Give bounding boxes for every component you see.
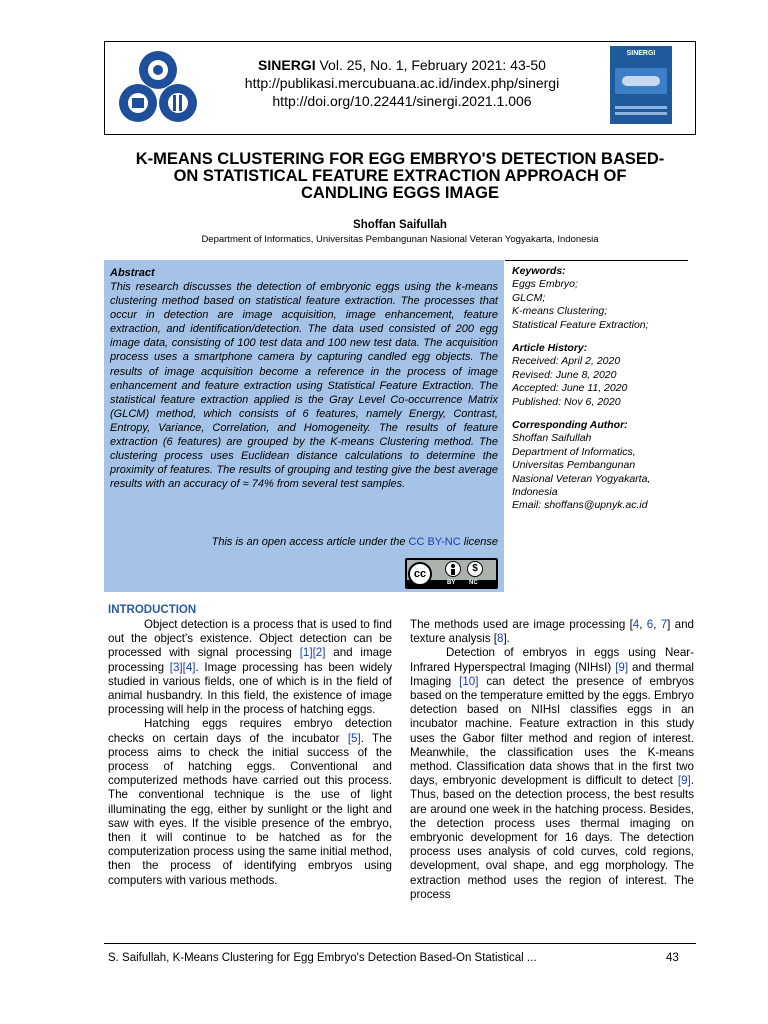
citation-link[interactable]: [2]	[312, 646, 326, 660]
corresponding-author-line: Universitas Pembangunan	[512, 459, 636, 472]
abstract-text: This research discusses the detection of embryonic eggs using the k-means clustering method based on statistical feature extraction. The processes that occur in detection are image acquisition, image enhancement, feature extraction, and identification/detection. The data used consisted of 200 egg image data, consisting of 100 test data and 100 new test data. The acquisition process uses a smartphone camera by capturing candled egg objects. The results of image acquisition become a reference in the process of image enhancement and feature extraction using Statistical Feature Extraction. The statistical feature extraction applied is the Gray Level Co-occurrence Matrix (GLCM) method, which consists of 6 features, namely Energy, Contrast, Entropy, Variance, Correlation, and Homogeneity. The results of feature extraction (6 features) are grouped by the K-means Clustering method. The clustering process uses Euclidean distance calculations to determine the proximity of features. The results of grouping and testing give the best average results with an accuracy of ≈ 74% from several test samples.	[110, 281, 498, 491]
cc-by-nc-badge[interactable]	[405, 558, 498, 589]
abstract-divider	[505, 260, 688, 261]
keyword-item: K-means Clustering;	[512, 305, 608, 318]
introduction-left-column	[108, 618, 392, 888]
history-item: Revised: June 8, 2020	[512, 368, 617, 381]
corresponding-author-line: Indonesia	[512, 486, 558, 499]
journal-issue: Vol. 25, No. 1, February 2021: 43-50	[315, 57, 546, 73]
intro-paragraph-2	[108, 717, 392, 887]
paragraph-text: and thermal Imaging	[410, 660, 694, 688]
cc-icon: cc	[408, 562, 432, 586]
paragraph-text: ].	[503, 632, 510, 646]
article-history-heading: Article History:	[512, 342, 588, 354]
journal-url[interactable]: http://publikasi.mercubuana.ac.id/index.php/sinergi	[244, 75, 560, 91]
journal-logo	[118, 48, 198, 126]
paragraph-text: can detect the presence of embryos based on the temperature emitted by the eggs. Embryo detection based on NIHsI classifies eggs in an incubator machine. Feature extraction in this study uses the Gabor filter method and region of interest. Meanwhile, the classification uses the K-means method. Classification data shows that in the first two days, embryonic development is difficult to detect	[410, 674, 695, 788]
citation-link[interactable]: [10]	[459, 674, 479, 688]
keyword-item: GLCM;	[512, 291, 546, 304]
paper-title-line-3: CANDLING EGGS IMAGE	[300, 184, 499, 202]
journal-citation	[206, 57, 598, 73]
keyword-item: Eggs Embryo;	[512, 278, 578, 291]
citation-link[interactable]: 7	[660, 618, 668, 631]
open-access-statement	[110, 536, 498, 548]
cc-by-label: BY	[447, 580, 456, 586]
nc-dollar-icon: $	[467, 561, 483, 577]
citation-link[interactable]: [9]	[615, 660, 629, 674]
intro-paragraph-4	[410, 646, 694, 902]
intro-paragraph-1	[108, 618, 392, 717]
footer-divider	[104, 943, 696, 944]
paragraph-text: Detection of embryos in eggs using Near-Infrared Hyperspectral Imaging (NIHsI)	[410, 646, 694, 674]
citation-link[interactable]: 8	[497, 632, 504, 646]
paragraph-text: . Thus, based on the detection process, the best results are around one week in the hatching process. Besides, the detection process uses thermal imaging on embryonic development for 16 days. The detection process uses analysis of cold curves, cold regions, development, oval shape, and egg morphology. The extraction method uses the region of interest. The process	[410, 774, 694, 901]
paragraph-text: . Image processing has been widely studied in various fields, one of which is in the field of animal husbandry. In this field, the existence of image processing will help in the process of hatching eggs.	[108, 660, 392, 717]
open-access-prefix: This is an open access article under the	[211, 536, 409, 548]
author-affiliation: Department of Informatics, Universitas Pembangunan Nasional Veteran Yogyakarta, Indonesia	[201, 234, 599, 245]
corresponding-author-line: Shoffan Saifullah	[512, 432, 592, 445]
corresponding-author-heading: Corresponding Author:	[512, 419, 628, 431]
page-number: 43	[666, 952, 679, 964]
running-footer: S. Saifullah, K-Means Clustering for Egg Embryo's Detection Based-On Statistical ...	[108, 952, 537, 964]
citation-link[interactable]: [5]	[347, 731, 361, 745]
intro-paragraph-3	[410, 618, 694, 646]
keywords-heading: Keywords:	[512, 265, 566, 277]
introduction-heading: INTRODUCTION	[108, 604, 197, 616]
history-item: Published: Nov 6, 2020	[512, 395, 621, 408]
abstract-heading: Abstract	[110, 267, 155, 279]
citation-link[interactable]: 6	[646, 618, 654, 631]
paragraph-text: Object detection is a process that is used to find out the object's existence. Object detection can be processed with signal processing	[108, 618, 392, 660]
paragraph-text: The methods used are image processing [	[410, 618, 633, 631]
paragraph-text: ] and texture analysis [	[410, 618, 694, 646]
paper-title-line-1: K-MEANS CLUSTERING FOR EGG EMBRYO'S DETECTION BASED-	[135, 150, 665, 168]
doi-link[interactable]: http://doi.org/10.22441/sinergi.2021.1.006	[272, 93, 532, 109]
journal-cover-image	[610, 46, 672, 124]
cc-nc-label: NC	[469, 580, 478, 586]
author-name: Shoffan Saifullah	[353, 219, 447, 231]
license-link[interactable]: CC BY-NC	[408, 536, 461, 548]
article-history-section	[512, 342, 692, 409]
paragraph-text: ,	[639, 618, 647, 631]
paragraph-text: . The process aims to check the initial success of the process of hatching eggs. Conventional and computerized methods have carried out this process. The conventional technique is the use of light illuminating the egg, either by sunlight or the light and saw with eyes. If the visible presence of the embryo, then it will continue to be hatched as for the computerization process using the same initial method, then the process of identifying embryos using computers with various methods.	[108, 731, 393, 887]
citation-link[interactable]: [4]	[182, 660, 196, 674]
by-person-icon	[445, 561, 461, 577]
citation-link[interactable]: [9]	[677, 774, 691, 788]
keywords-section	[512, 265, 692, 332]
citation-link[interactable]: [3]	[169, 660, 183, 674]
keyword-item: Statistical Feature Extraction;	[512, 318, 649, 331]
citation-link[interactable]: 4	[632, 618, 640, 631]
corresponding-author-line: Department of Informatics,	[512, 445, 636, 458]
citation-link[interactable]: [1]	[299, 646, 313, 660]
history-item: Accepted: June 11, 2020	[512, 382, 628, 395]
paragraph-text: Hatching eggs requires embryo detection checks on certain days of the incubator	[108, 717, 392, 745]
history-item: Received: April 2, 2020	[512, 355, 621, 368]
introduction-right-column	[410, 618, 694, 902]
open-access-suffix: license	[460, 536, 498, 548]
corresponding-author-section	[512, 419, 692, 513]
paper-title-line-2: ON STATISTICAL FEATURE EXTRACTION APPROACH OF	[173, 167, 627, 185]
corresponding-author-line: Nasional Veteran Yogyakarta,	[512, 472, 651, 485]
paragraph-text: ,	[653, 618, 661, 631]
journal-name: SINERGI	[258, 57, 316, 73]
corresponding-author-email[interactable]: Email: shoffans@upnyk.ac.id	[512, 499, 648, 512]
paragraph-text: and image processing	[108, 646, 392, 674]
cover-title: SINERGI	[626, 50, 656, 57]
